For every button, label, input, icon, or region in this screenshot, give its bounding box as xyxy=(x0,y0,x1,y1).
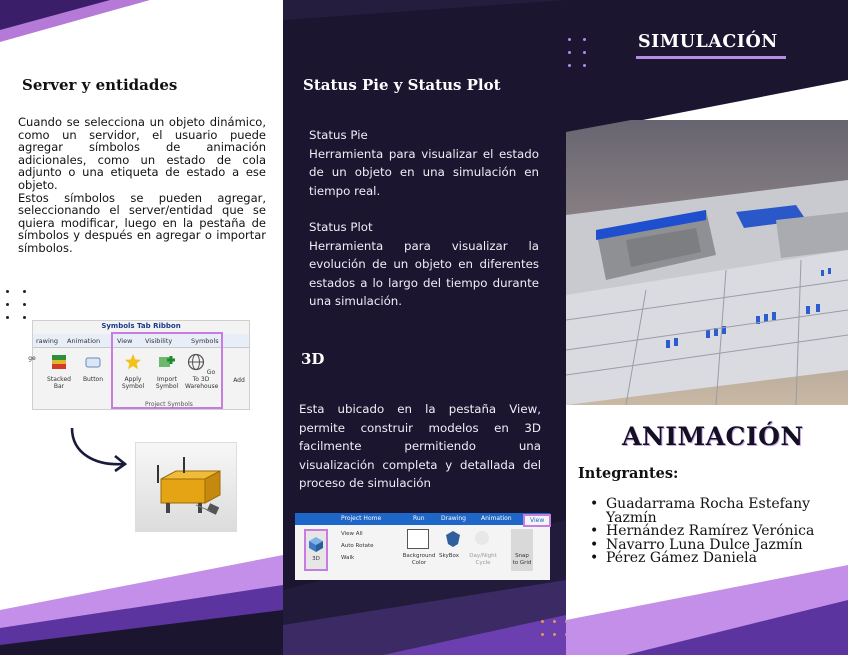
server-model-graphic xyxy=(136,443,238,533)
import-symbol-button xyxy=(151,353,183,390)
day-night-item: Day/Night Cycle xyxy=(469,553,497,566)
ribbon-group-label: Project Symbols xyxy=(145,401,193,408)
server-heading: Server y entidades xyxy=(22,76,178,94)
warehouse-button xyxy=(185,353,217,390)
view-all-item: View All xyxy=(341,531,363,537)
decorative-dot xyxy=(568,51,571,54)
middle-dots xyxy=(541,620,566,636)
curved-arrow-icon xyxy=(66,424,136,474)
ribbon-title: Symbols Tab Ribbon xyxy=(101,322,181,330)
status-heading: Status Pie y Status Plot xyxy=(303,76,501,94)
view-3d-label: 3D xyxy=(312,556,320,562)
ribbon-tab-symbols: Symbols xyxy=(191,337,219,345)
status-plot-block xyxy=(309,218,539,311)
globe-icon xyxy=(187,353,205,371)
import-symbol-label: Import Symbol xyxy=(155,376,179,390)
skybox-item: SkyBox xyxy=(439,553,459,559)
view-3d-button xyxy=(304,529,328,571)
auto-rotate-item: Auto Rotate xyxy=(341,543,374,549)
member-item: • Hernández Ramírez Verónica xyxy=(590,525,840,539)
status-plot-text: Herramienta para visualizar la evolución de un objeto en diferentes estados a lo largo del tiempo durante una simulación. xyxy=(309,238,539,309)
ribbon-cut-label: ge xyxy=(28,355,36,362)
server-paragraph-1: Cuando se selecciona un objeto dinámico, como un servidor, el usuario puede agregar símbolos de animación adicionales, como un estado de cola adjunto o una etiqueta de estado a ese objeto. xyxy=(18,115,266,192)
member-item: • Pérez Gámez Daniela xyxy=(590,552,840,566)
decorative-dot xyxy=(568,38,571,41)
stacked-bar-button xyxy=(43,353,75,390)
ribbon-tab-animation: Animation xyxy=(67,337,101,345)
walk-item: Walk xyxy=(341,555,355,561)
stacked-bar-label: Stacked Bar xyxy=(47,376,71,390)
day-night-icon xyxy=(475,531,489,545)
snap-to-grid-item: Snap to Grid xyxy=(512,553,532,566)
ribbon-tab-visibility: Visibility xyxy=(145,337,173,345)
decorative-dot xyxy=(541,620,544,623)
animation-title: ANIMACIÓN xyxy=(622,422,804,451)
server-3d-model-image xyxy=(135,442,237,532)
apply-symbol-label: Apply Symbol xyxy=(121,376,145,390)
decorative-dot xyxy=(583,38,586,41)
button-icon xyxy=(84,353,102,371)
view-ribbon-image xyxy=(295,513,550,580)
text-3d: Esta ubicado en la pestaña View, permite construir modelos en 3D facilmente permitiendo una visualización completa y detallada del proceso de simulación xyxy=(299,402,541,491)
decorative-dot xyxy=(583,64,586,67)
view-tab-drawing: Drawing xyxy=(441,515,466,522)
apply-symbol-button xyxy=(117,353,149,390)
server-paragraph-2: Estos símbolos se pueden agregar, seleccionando el server/entidad que se quiera modificar, luego en la pestaña de símbolos y después en agregar o importar símbolos. xyxy=(18,190,266,255)
status-pie-block xyxy=(309,126,539,200)
decorative-dot xyxy=(553,633,556,636)
right-top-dots xyxy=(566,38,586,67)
left-dots xyxy=(6,290,26,319)
decorative-dot xyxy=(553,620,556,623)
decorative-dot xyxy=(541,633,544,636)
status-pie-title: Status Pie xyxy=(309,128,368,142)
status-plot-title: Status Plot xyxy=(309,220,373,234)
background-color-item: Background Color xyxy=(402,553,436,566)
middle-panel xyxy=(283,0,566,655)
right-panel xyxy=(566,0,848,655)
simulation-underline xyxy=(636,56,786,59)
members-list xyxy=(590,498,840,566)
warehouse-label: Go To 3D Warehouse xyxy=(185,369,219,390)
view-tab-run: Run xyxy=(413,515,425,522)
add-button xyxy=(229,377,249,384)
skybox-icon xyxy=(445,530,461,548)
members-heading: Integrantes: xyxy=(578,465,679,482)
view-tab-view: View xyxy=(523,514,551,527)
ribbon-tab-view: View xyxy=(117,337,133,345)
3d-cube-icon xyxy=(306,534,326,554)
view-ribbon-tabbar xyxy=(295,513,550,525)
status-pie-text: Herramienta para visualizar el estado de un objeto en una simulación en tiempo real. xyxy=(309,146,539,198)
view-tab-animation: Animation xyxy=(481,515,512,522)
heading-3d: 3D xyxy=(301,350,325,368)
ribbon-tab-drawing: rawing xyxy=(36,337,59,345)
button-button xyxy=(77,353,109,383)
add-label: Add xyxy=(233,377,245,384)
member-item: • Guadarrama Rocha Estefany Yazmín xyxy=(590,498,840,525)
background-color-swatch xyxy=(407,529,429,549)
star-icon xyxy=(124,353,142,371)
symbols-ribbon-image xyxy=(28,320,250,410)
decorative-dot xyxy=(568,64,571,67)
3d-simulation-scene-image xyxy=(566,120,848,405)
import-icon xyxy=(158,353,176,371)
simulation-title: SIMULACIÓN xyxy=(638,32,778,52)
snap-to-grid-button xyxy=(511,529,533,571)
stacked-bar-icon xyxy=(50,353,68,371)
button-label: Button xyxy=(82,376,104,383)
member-item: • Navarro Luna Dulce Jazmín xyxy=(590,539,840,553)
left-panel xyxy=(0,0,283,655)
server-body xyxy=(18,116,266,255)
view-tab-project-home: Project Home xyxy=(341,515,382,522)
decorative-dot xyxy=(583,51,586,54)
